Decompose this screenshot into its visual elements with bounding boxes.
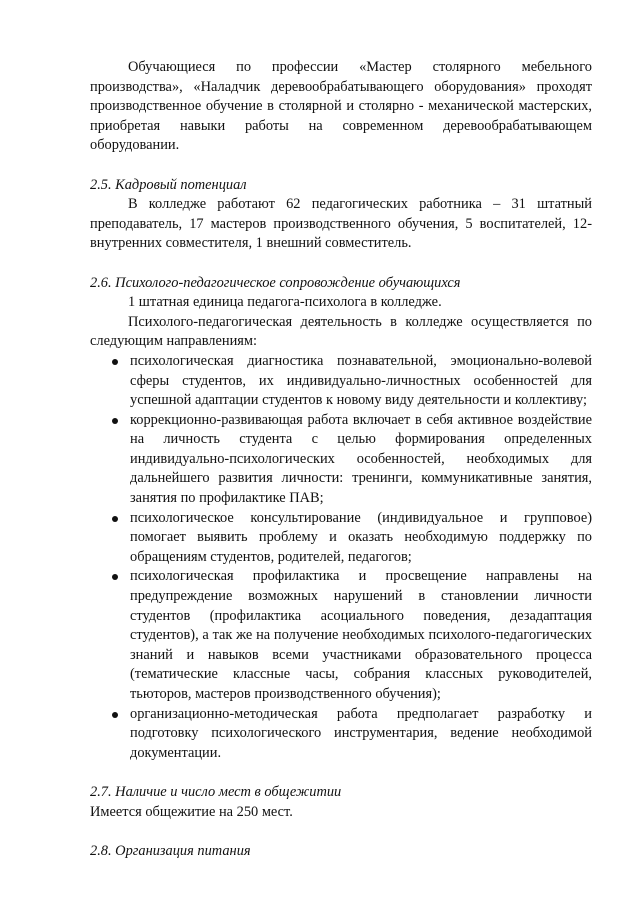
section-2-6-line2: Психолого-педагогическая деятельность в колледже осуществляется по следующим направлениям: xyxy=(90,313,592,350)
bullet-icon xyxy=(112,418,118,424)
section-2-7-text: Имеется общежитие на 250 мест. xyxy=(90,803,293,820)
list-item: психологическая профилактика и просвещение направлены на предупреждение возможных нарушений в становлении личности студентов (профилактика асоциального поведения, дезадаптация студентов), а так же на получение необходимых психолого-педагогических знаний и навыков всеми участниками образовательного процесса (тематические классные часы, собрания классных руководителей, тьюторов, мастеров производственного обучения); xyxy=(90,567,592,704)
section-2-6-heading: 2.6. Психолого-педагогическое сопровождение обучающихся xyxy=(90,274,461,291)
section-2-8-heading: 2.8. Организация питания xyxy=(90,842,251,859)
section-2-5-text: В колледже работают 62 педагогических работника – 31 штатный преподаватель, 17 мастеров производственного обучения, 5 воспитателей, 12-внутренних совместителя, 1 внешний совместитель. xyxy=(90,196,592,252)
list-item: психологическая диагностика познавательной, эмоционально-волевой сферы студентов, их индивидуально-личностных особенностей для успешной адаптации студентов к новому виду деятельности и коллективу; xyxy=(90,352,592,411)
section-2-7-heading: 2.7. Наличие и число мест в общежитии xyxy=(90,783,342,800)
list-item: коррекционно-развивающая работа включает в себя активное воздействие на личность студента с целью формирования определенных индивидуально-психологических особенностей, необходимых для дальнейшего развития личности: тренинги, коммуникативные занятия, занятия по профилактике ПАВ; xyxy=(90,411,592,509)
intro-paragraph: Обучающиеся по профессии «Мастер столярного мебельного производства», «Наладчик деревообрабатывающего оборудования» проходят производственное обучение в столярной и столярно - механической мастерских, приобретая навыки работы на современном деревообрабатывающем оборудовании. xyxy=(90,59,592,154)
section-2-5-heading: 2.5. Кадровый потенциал xyxy=(90,176,247,193)
document-page xyxy=(90,58,592,861)
section-2-6-line1: 1 штатная единица педагога-психолога в колледже. xyxy=(128,294,442,311)
directions-list xyxy=(90,352,592,763)
list-item: организационно-методическая работа предполагает разработку и подготовку психологического инструментария, ведение необходимой документации. xyxy=(90,705,592,764)
list-item: психологическое консультирование (индивидуальное и групповое) помогает выявить проблему и оказать необходимую поддержку по обращениям студентов, родителей, педагогов; xyxy=(90,509,592,568)
bullet-icon xyxy=(112,712,118,718)
bullet-icon xyxy=(112,574,118,580)
bullet-icon xyxy=(112,359,118,365)
bullet-icon xyxy=(112,516,118,522)
